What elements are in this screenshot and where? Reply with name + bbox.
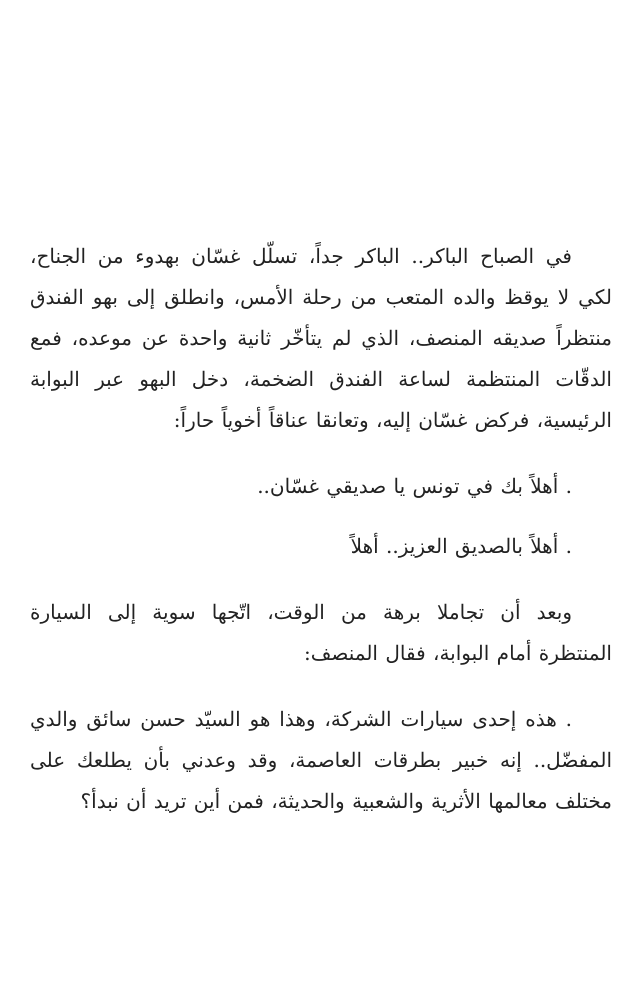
paragraph-morning: في الصباح الباكر.. الباكر جداً، تسلّل غسّان بهدوء من الجناح، لكي لا يوقظ والده المتعب من رحلة الأمس، وانطلق إلى بهو الفندق منتظراً صديقه المنصف، الذي لم يتأخّر ثانية واحدة عن موعده، فمع الدقّات المنتظمة لساعة الفندق الضخمة، دخل البهو عبر البوابة الرئيسية، فركض غسّان إليه، وتعانقا عناقاً أخوياً حاراً: xyxy=(30,244,612,432)
paragraph-car: وبعد أن تجاملا برهة من الوقت، اتّجها سوية إلى السيارة المنتظرة أمام البوابة، فقال المنصف: xyxy=(30,600,612,665)
dialogue-line-welcome: . أهلاً بك في تونس يا صديقي غسّان.. xyxy=(257,474,572,498)
paragraph-spacer xyxy=(30,507,612,526)
dialogue-line-reply: . أهلاً بالصديق العزيز.. أهلاً xyxy=(350,534,572,558)
paragraph-spacer xyxy=(30,674,612,699)
paragraph-spacer xyxy=(30,441,612,466)
dialogue-line-driver: . هذه إحدى سيارات الشركة، وهذا هو السيّد حسن سائق والدي المفضّل.. إنه خبير بطرقات العاصمة، وقد وعدني بأن يطلعك على مختلف معالمها الأثرية والشعبية والحديثة، فمن أين تريد أن نبدأ؟ xyxy=(30,707,612,813)
paragraph-spacer xyxy=(30,567,612,592)
